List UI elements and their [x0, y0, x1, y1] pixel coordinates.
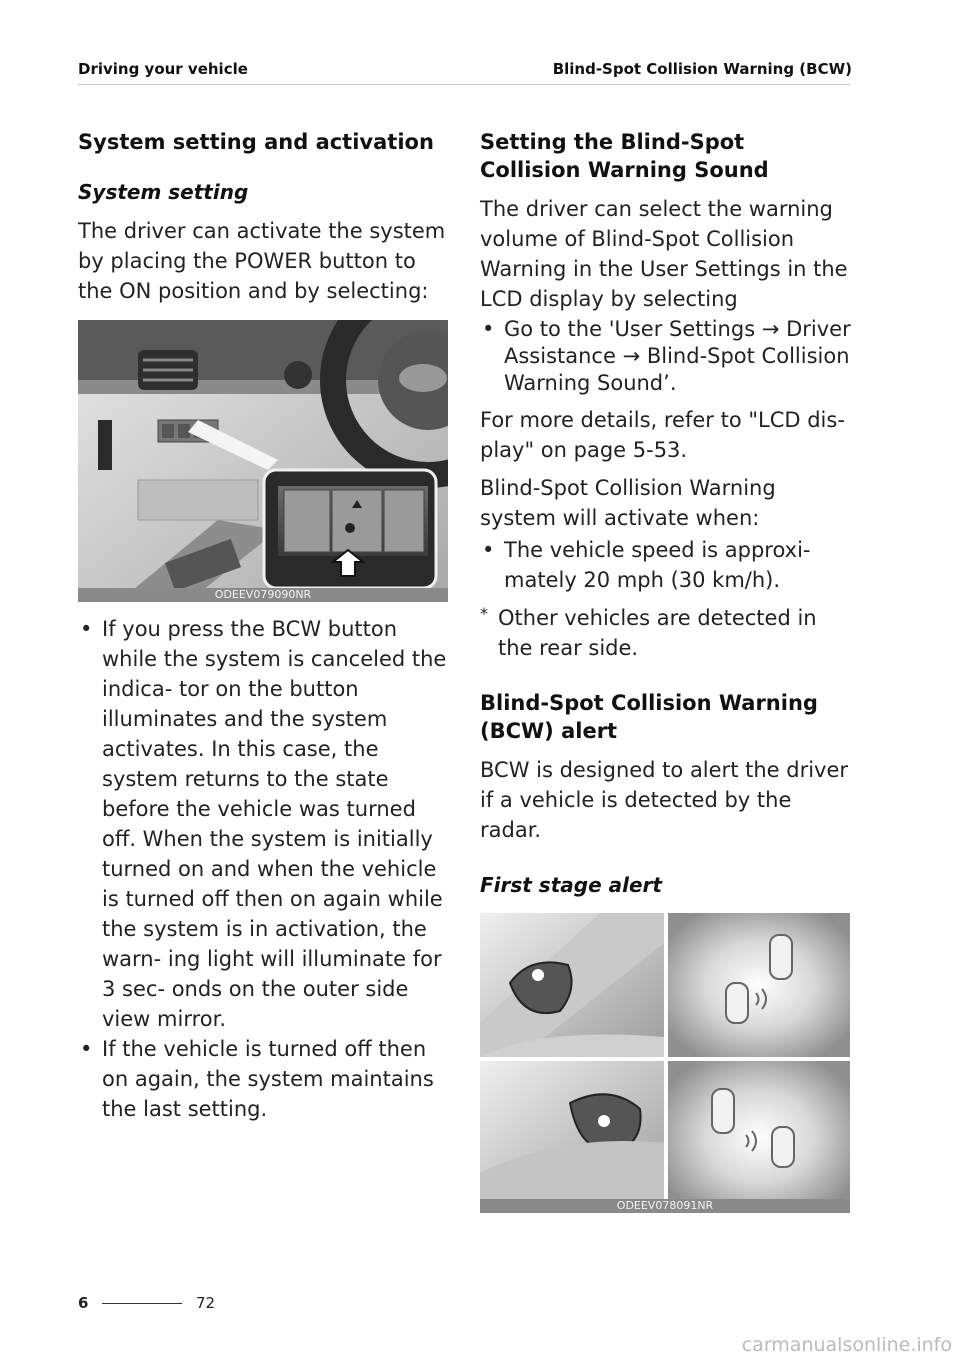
figure-caption: ODEEV078091NR — [480, 1199, 850, 1213]
watermark: carmanualsonline.info — [741, 1334, 952, 1356]
section-heading: Blind-Spot Collision Warning (BCW) alert — [480, 691, 818, 743]
bullet-list — [480, 316, 852, 397]
paragraph: For more details, refer to "LCD dis- play" on page 5-53. — [480, 408, 845, 462]
footer-chapter-number: 6 — [78, 1294, 89, 1312]
list-item — [78, 1034, 448, 1124]
list-item — [78, 614, 448, 1034]
section-subheading: System setting — [78, 180, 249, 204]
bullet-dot: • — [482, 538, 495, 562]
section-heading: System setting and activation — [78, 130, 434, 154]
dashboard-illustration — [78, 320, 448, 602]
bullet-list — [480, 535, 852, 595]
intro-paragraph: The driver can activate the system by placing the POWER button to the ON position and by selecting: — [78, 219, 446, 303]
bullet-text: If you press the BCW button while the system is canceled the indica- tor on the button illuminates and the system activates. In this case, the system returns to the state before the vehicle was turned off. When the system is initially turned on and when the vehicle is turned off then on again while the system is in activation, the warn- ing light will illuminate for 3 sec- onds on the outer side view mirror. — [102, 617, 447, 1031]
left-column — [78, 128, 448, 1132]
footnote — [480, 603, 852, 663]
note-text: Other vehicles are detected in the rear side. — [498, 606, 817, 660]
bcw-button-bullets — [78, 614, 448, 1124]
first-stage-alert-figure — [480, 913, 850, 1213]
header-section-title: Blind-Spot Collision Warning (BCW) — [552, 60, 852, 78]
bullet-dot: • — [482, 317, 495, 341]
paragraph: BCW is designed to alert the driver if a vehicle is detected by the radar. — [480, 758, 849, 842]
list-item — [480, 535, 852, 595]
list-item — [480, 316, 852, 397]
right-column — [480, 128, 852, 1213]
section-heading: Setting the Blind-Spot Collision Warning Sound — [480, 130, 769, 182]
footer-rule — [102, 1303, 182, 1304]
section-subheading: First stage alert — [480, 873, 662, 897]
footer-page-number: 72 — [196, 1294, 216, 1312]
bullet-text: The vehicle speed is approxi- mately 20 mph (30 km/h). — [504, 538, 811, 592]
figure-caption: ODEEV079090NR — [78, 588, 448, 602]
bullet-dot: • — [80, 617, 93, 641]
bullet-text: If the vehicle is turned off then on again, the system maintains the last setting. — [102, 1037, 434, 1121]
dashboard-figure — [78, 320, 448, 602]
alert-illustration — [480, 913, 850, 1213]
paragraph: The driver can select the warning volume of Blind-Spot Collision Warning in the User Settings in the LCD display by selecting — [480, 197, 848, 311]
paragraph: Blind-Spot Collision Warning system will activate when: — [480, 476, 776, 530]
header-rule — [78, 84, 850, 85]
bullet-text: Go to the 'User Settings → Driver Assistance → Blind-Spot Collision Warning Sound’. — [504, 317, 851, 395]
bullet-dot: • — [80, 1037, 93, 1061]
header-chapter-title: Driving your vehicle — [78, 60, 248, 78]
asterisk: * — [480, 604, 488, 623]
